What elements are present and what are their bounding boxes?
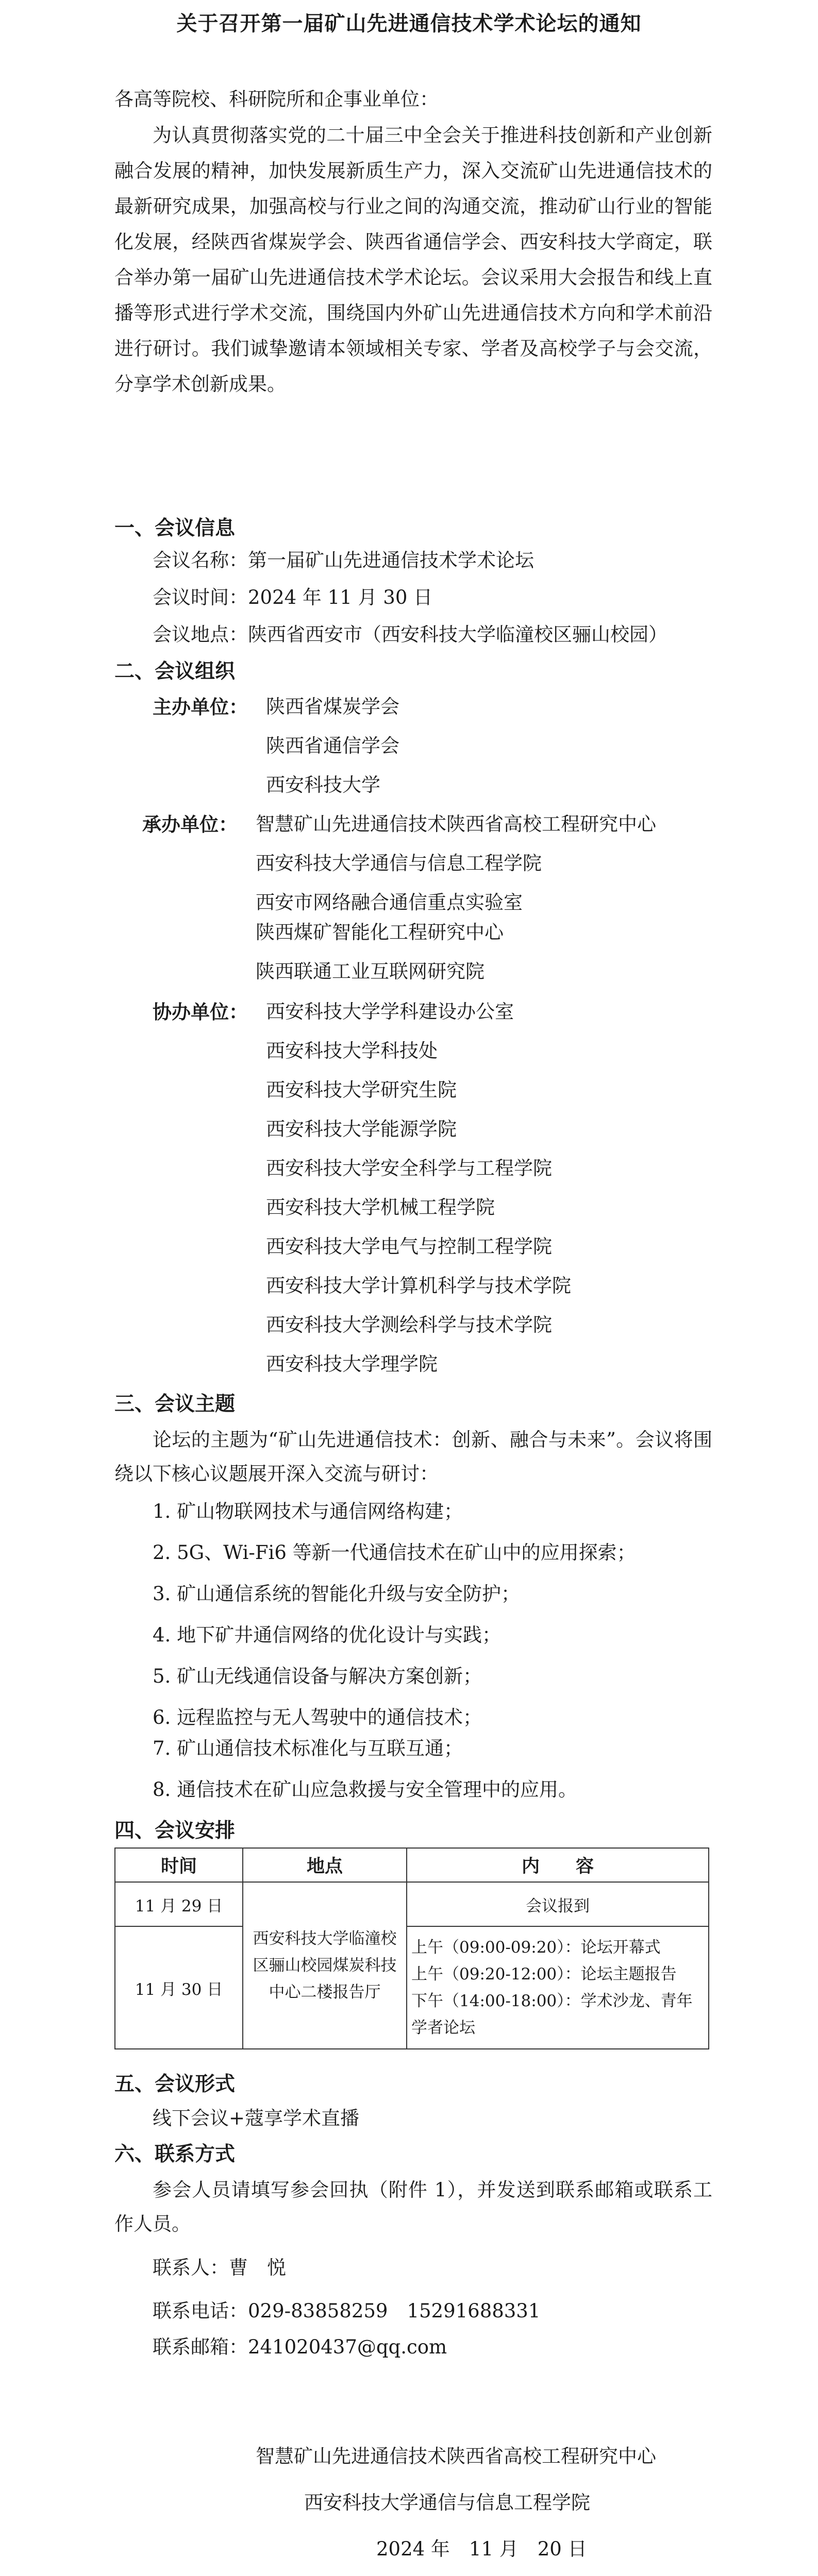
section-heading-info: 一、会议信息 — [114, 516, 236, 540]
theme-topic: 4. 地下矿井通信网络的优化设计与实践； — [153, 1624, 502, 1646]
organizer-item: 陕西联通工业互联网研究院 — [256, 960, 485, 982]
theme-intro: 论坛的主题为“矿山先进通信技术：创新、融合与未来”。会议将围绕以下核心议题展开深入交流与研讨： — [114, 1429, 712, 1485]
signature-org2: 西安科技大学通信与信息工程学院 — [304, 2492, 590, 2514]
organizer-label: 承办单位： — [142, 813, 238, 836]
theme-topic: 1. 矿山物联网技术与通信网络构建； — [153, 1500, 463, 1522]
organizer-item: 陕西煤矿智能化工程研究中心 — [256, 921, 504, 943]
document-title: 关于召开第一届矿山先进通信技术学术论坛的通知 — [176, 11, 642, 36]
contact-person: 联系人：曹 悦 — [153, 2257, 286, 2279]
co-organizer-item: 西安科技大学安全科学与工程学院 — [266, 1157, 552, 1179]
organizer-item: 西安科技大学通信与信息工程学院 — [256, 852, 542, 874]
schedule-item: 上午（09:20-12:00）：论坛主题报告 — [411, 1965, 677, 1984]
host-item: 陕西省煤炭学会 — [266, 696, 399, 718]
schedule-item: 下午（14:00-18:00）：学术沙龙、青年学者论坛 — [411, 1992, 693, 2037]
meeting-place: 会议地点：陕西省西安市（西安科技大学临潼校区骊山校园） — [153, 623, 667, 646]
format-text: 线下会议+蔻享学术直播 — [153, 2107, 360, 2129]
contact-phone: 联系电话：029-83858259 15291688331 — [153, 2300, 541, 2322]
theme-topic: 2. 5G、Wi-Fi6 等新一代通信技术在矿山中的应用探索； — [153, 1541, 636, 1564]
intro-paragraph: 为认真贯彻落实党的二十届三中全会关于推进科技创新和产业创新融合发展的精神，加快发展新质生产力，深入交流矿山先进通信技术的最新研究成果，加强高校与行业之间的沟通交流，推动矿山行业的智能化发展，经陕西省煤炭学会、陕西省通信学会、西安科技大学商定，联合举办第一届矿山先进通信技术学术论坛。会议采用大会报告和线上直播等形式进行学术交流，围绕国内外矿山先进通信技术方向和学术前沿进行研讨。我们诚挚邀请本领域相关专家、学者及高校学子与会交流，分享学术创新成果。 — [114, 124, 712, 395]
schedule-day2: 11 月 30 日 — [115, 1926, 243, 2049]
theme-topic: 8. 通信技术在矿山应急救援与安全管理中的应用。 — [153, 1778, 578, 1801]
schedule-item: 上午（09:00-09:20）：论坛开幕式 — [411, 1938, 661, 1957]
meeting-name: 会议名称：第一届矿山先进通信技术学术论坛 — [153, 549, 534, 571]
co-organizer-item: 西安科技大学理学院 — [266, 1353, 438, 1375]
section-heading-organization: 二、会议组织 — [114, 659, 236, 683]
organizer-item: 西安市网络融合通信重点实验室 — [256, 891, 523, 913]
co-organizer-label: 协办单位： — [153, 1001, 248, 1023]
schedule-day1-content: 会议报到 — [407, 1882, 709, 1926]
section-heading-schedule: 四、会议安排 — [114, 1819, 236, 1842]
host-item: 陕西省通信学会 — [266, 735, 399, 757]
co-organizer-item: 西安科技大学电气与控制工程学院 — [266, 1235, 552, 1258]
salutation: 各高等院校、科研院所和企事业单位： — [114, 88, 439, 110]
attachment-label — [112, 2571, 166, 2576]
theme-topic: 6. 远程监控与无人驾驶中的通信技术； — [153, 1706, 482, 1728]
schedule-header-content: 内 容 — [407, 1848, 709, 1882]
section-heading-contact: 六、联系方式 — [114, 2142, 236, 2166]
co-organizer-item: 西安科技大学计算机科学与技术学院 — [266, 1275, 571, 1297]
schedule-day2-content — [407, 1926, 709, 2049]
co-organizer-item: 西安科技大学研究生院 — [266, 1079, 457, 1101]
schedule-day1: 11 月 29 日 — [115, 1882, 243, 1926]
signature-org1: 智慧矿山先进通信技术陕西省高校工程研究中心 — [256, 2445, 656, 2467]
schedule-header-time: 时间 — [115, 1848, 243, 1882]
co-organizer-item: 西安科技大学测绘科学与技术学院 — [266, 1314, 552, 1336]
host-label: 主办单位： — [153, 696, 248, 718]
theme-topic: 3. 矿山通信系统的智能化升级与安全防护； — [153, 1583, 521, 1605]
section-heading-format: 五、会议形式 — [114, 2072, 236, 2096]
theme-topic: 7. 矿山通信技术标准化与互联互通； — [153, 1737, 463, 1759]
schedule-table — [114, 1848, 709, 2049]
host-item: 西安科技大学 — [266, 774, 380, 796]
signature-date: 2024 年 11 月 20 日 — [376, 2538, 587, 2560]
contact-email: 联系邮箱：241020437@qq.com — [153, 2336, 447, 2358]
co-organizer-item: 西安科技大学能源学院 — [266, 1118, 457, 1140]
co-organizer-item: 西安科技大学科技处 — [266, 1040, 438, 1062]
section-heading-theme: 三、会议主题 — [114, 1392, 236, 1416]
theme-topic: 5. 矿山无线通信设备与解决方案创新； — [153, 1665, 482, 1687]
co-organizer-item: 西安科技大学学科建设办公室 — [266, 1001, 514, 1023]
meeting-time: 会议时间：2024 年 11 月 30 日 — [153, 586, 433, 608]
schedule-venue: 西安科技大学临潼校区骊山校园煤炭科技中心二楼报告厅 — [243, 1882, 407, 2049]
contact-text: 参会人员请填写参会回执（附件 1），并发送到联系邮箱或联系工作人员。 — [114, 2179, 712, 2235]
co-organizer-item: 西安科技大学机械工程学院 — [266, 1196, 495, 1218]
organizer-item: 智慧矿山先进通信技术陕西省高校工程研究中心 — [256, 813, 656, 835]
schedule-header-place: 地点 — [243, 1848, 407, 1882]
